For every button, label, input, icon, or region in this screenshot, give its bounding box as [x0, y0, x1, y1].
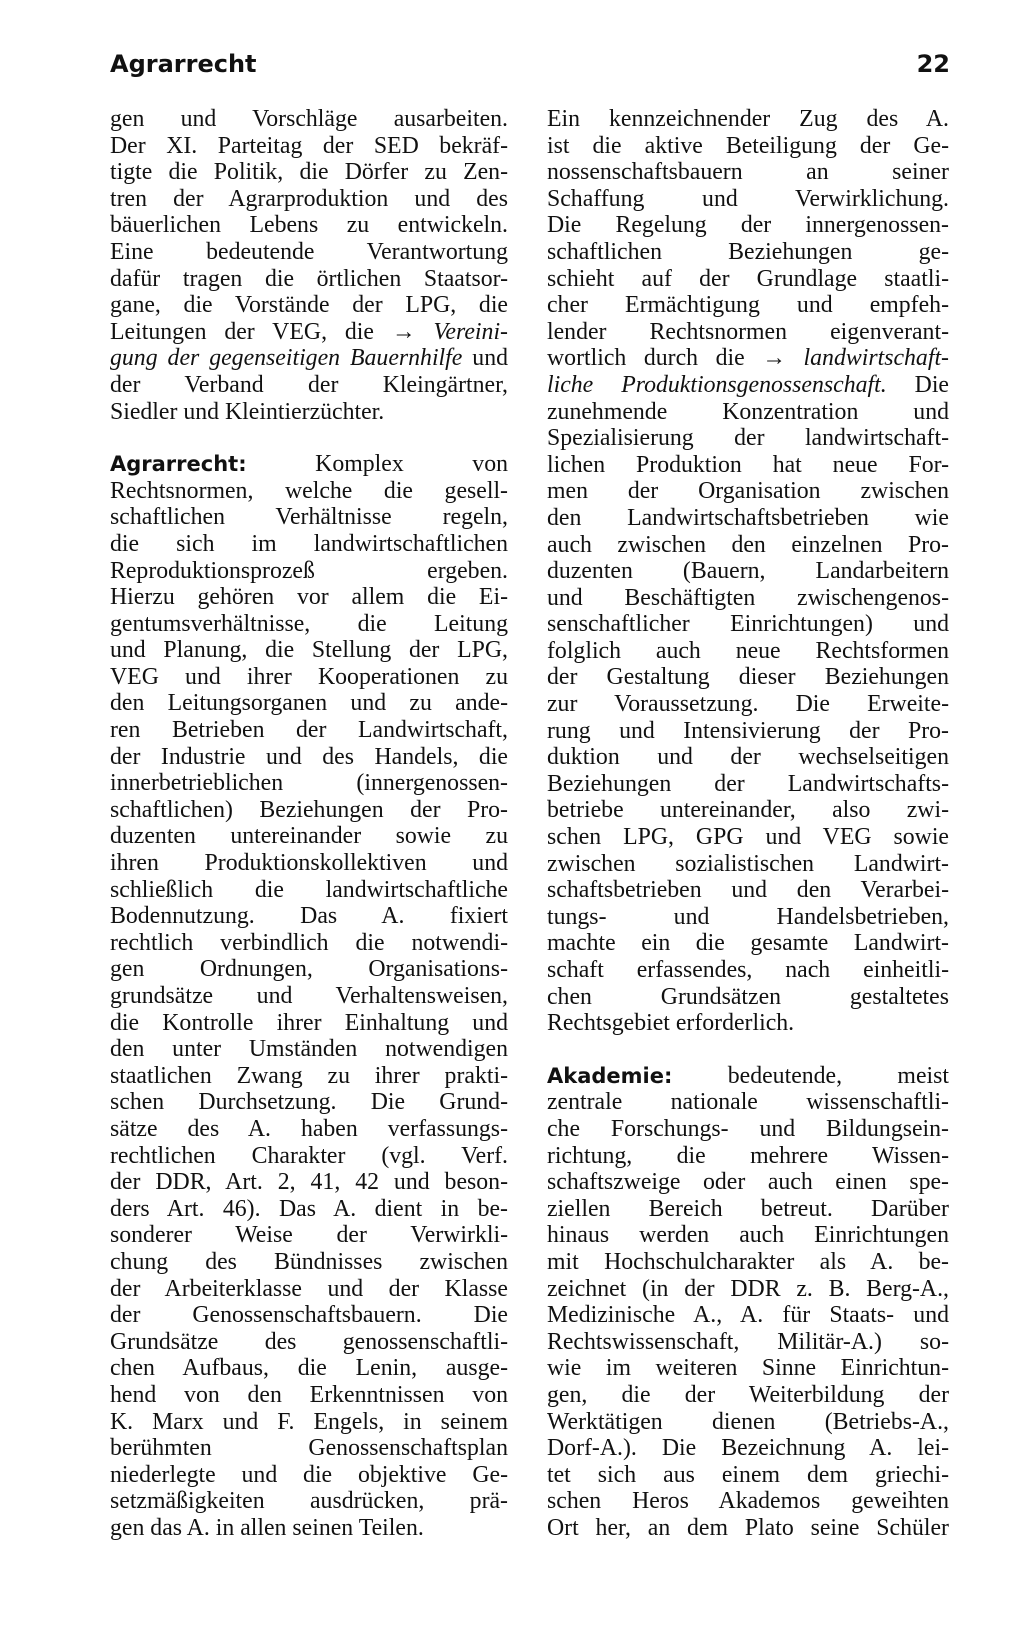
text-line: schen Heros Akademos geweihten	[547, 1488, 949, 1515]
text-line: rechtlichen Charakter (vgl. Verf.	[110, 1142, 508, 1169]
text-segment: Leitungen der VEG, die	[110, 318, 374, 345]
text-line	[547, 345, 949, 372]
text-line: tren der Agrarproduktion und des	[110, 185, 508, 212]
text-line: der Genossenschaftsbauern. Die	[110, 1302, 508, 1329]
text-line: Reproduktionsprozeß ergeben.	[110, 557, 508, 584]
text-line: schaftsbetrieben und den Verarbei-	[547, 877, 949, 904]
running-head-title: Agrarrecht	[110, 50, 257, 78]
text-line: ren Betrieben der Landwirtschaft,	[110, 717, 508, 744]
text-line	[547, 372, 949, 399]
text-line: wie im weiteren Sinne Einrichtun-	[547, 1355, 949, 1382]
text-line: grundsätze und Verhaltensweisen,	[110, 983, 508, 1009]
text-segment: wortlich durch die	[547, 345, 745, 372]
text-line: der DDR, Art. 2, 41, 42 und beson-	[110, 1169, 508, 1196]
text-line: Grundsätze des genossenschaftli-	[110, 1328, 508, 1355]
text-line: gen, die der Weiterbildung der	[547, 1381, 949, 1408]
text-line: nossenschaftsbauern an seiner	[547, 159, 949, 186]
text-line: rechtlich verbindlich die notwendi-	[110, 929, 508, 956]
text-line: Der XI. Parteitag der SED bekräf-	[110, 132, 508, 159]
text-line: tigte die Politik, die Dörfer zu Zen-	[110, 159, 508, 186]
text-line: niederlegte und die objektive Ge-	[110, 1461, 508, 1488]
text-line: auch zwischen den einzelnen Pro-	[547, 531, 949, 558]
text-line: schaftlichen Beziehungen ge-	[547, 238, 949, 265]
text-line: chen Aufbaus, die Lenin, ausge-	[110, 1355, 508, 1382]
text-line: Bodennutzung. Das A. fixiert	[110, 903, 508, 930]
text-line	[110, 345, 508, 372]
text-line: den Landwirtschaftsbetrieben wie	[547, 504, 949, 531]
text-line: gen und Vorschläge ausarbeiten.	[110, 106, 508, 132]
text-line: chen Grundsätzen gestaltetes	[547, 983, 949, 1010]
text-line: men der Organisation zwischen	[547, 478, 949, 505]
entry-agrarrecht	[110, 451, 508, 1541]
text-line: Siedler und Kleintierzüchter.	[110, 398, 385, 425]
text-line: duzenten (Bauern, Landarbeitern	[547, 558, 949, 585]
text-line: lichen Produktion hat neue For-	[547, 451, 949, 478]
cross-reference-lpg[interactable]: landwirtschaft-	[803, 345, 949, 372]
text-line: schen Durchsetzung. Die Grund-	[110, 1089, 508, 1116]
text-line: Rechtsgebiet erforderlich.	[547, 1010, 795, 1037]
text-line: sonderer Weise der Verwirkli-	[110, 1222, 508, 1249]
page-header	[110, 50, 950, 90]
text-line: der Industrie und des Handels, die	[110, 743, 508, 770]
text-line: Rechtsnormen, welche die gesell-	[110, 477, 508, 504]
text-line: den Leitungsorganen und zu ande-	[110, 690, 508, 717]
text-line: die sich im landwirtschaftlichen	[110, 530, 508, 557]
cross-reference-vereinigung[interactable]: Vereini-	[433, 318, 508, 345]
text-line: und Beschäftigten zwischengenos-	[547, 584, 949, 611]
text-line: gentumsverhältnisse, die Leitung	[110, 610, 508, 637]
text-line: zunehmende Konzentration und	[547, 398, 949, 425]
text-line: setzmäßigkeiten ausdrücken, prä-	[110, 1488, 508, 1515]
text-line: schen LPG, GPG und VEG sowie	[547, 824, 949, 851]
entry-keyword: Agrarrecht:	[110, 452, 247, 477]
text-segment: und	[462, 345, 508, 372]
text-line: berühmten Genossenschaftsplan	[110, 1435, 508, 1462]
text-line: K. Marx und F. Engels, in seinem	[110, 1408, 508, 1435]
text-line: innerbetrieblichen (innergenossen-	[110, 770, 508, 797]
text-line: bäuerlichen Lebens zu entwickeln.	[110, 212, 508, 239]
text-line: zwischen sozialistischen Landwirt-	[547, 850, 949, 877]
text-line: schließlich die landwirtschaftliche	[110, 876, 508, 903]
text-line: Werktätigen dienen (Betriebs-A.,	[547, 1408, 949, 1435]
text-line: ziellen Bereich betreut. Darüber	[547, 1195, 949, 1222]
text-line: Spezialisierung der landwirtschaft-	[547, 425, 949, 452]
text-line: Dorf-A.). Die Bezeichnung A. lei-	[547, 1435, 949, 1462]
text-line: ders Art. 46). Das A. dient in be-	[110, 1195, 508, 1222]
text-line: und Planung, die Stellung der LPG,	[110, 637, 508, 664]
text-line: gane, die Vorstände der LPG, die	[110, 292, 508, 319]
text-segment: Komplex von	[246, 451, 508, 478]
text-line: ist die aktive Beteiligung der Ge-	[547, 132, 949, 159]
text-line: rung und Intensivierung der Pro-	[547, 717, 949, 744]
text-line: der Verband der Kleingärtner,	[110, 371, 508, 398]
text-line: che Forschungs- und Bildungsein-	[547, 1115, 949, 1142]
text-segment: bedeutende, meist	[672, 1062, 949, 1089]
text-line: Hierzu gehören vor allem die Ei-	[110, 584, 508, 611]
text-line: mit Hochschulcharakter als A. be-	[547, 1248, 949, 1275]
text-line: duzenten untereinander sowie zu	[110, 823, 508, 850]
continuation-paragraph-right	[547, 106, 949, 1037]
text-line	[110, 319, 508, 346]
text-line: schieht auf der Grundlage staatli-	[547, 265, 949, 292]
entry-akademie	[547, 1063, 949, 1542]
text-line: Eine bedeutende Verantwortung	[110, 238, 508, 265]
text-line: folglich auch neue Rechtsformen	[547, 637, 949, 664]
page-number: 22	[916, 50, 950, 78]
text-line: Ort her, an dem Plato seine Schüler	[547, 1514, 949, 1541]
text-segment: Die	[886, 371, 949, 398]
text-line: betriebe untereinander, also zwi-	[547, 797, 949, 824]
entry-first-line	[110, 451, 508, 478]
text-line: schaftszweige oder auch einen spe-	[547, 1169, 949, 1196]
text-line: Medizinische A., A. für Staats- und	[547, 1302, 949, 1329]
text-line: der Gestaltung dieser Beziehungen	[547, 664, 949, 691]
text-line: VEG und ihrer Kooperationen zu	[110, 663, 508, 690]
text-line: schaft erfassendes, nach einheitli-	[547, 957, 949, 983]
cross-reference-lpg-cont[interactable]: liche Produktionsgenossenschaft.	[547, 371, 887, 398]
text-line: Beziehungen der Landwirtschafts-	[547, 770, 949, 797]
text-line: die Kontrolle ihrer Einhaltung und	[110, 1009, 508, 1036]
text-line: Schaffung und Verwirklichung.	[547, 185, 949, 212]
cross-reference-vereinigung-cont[interactable]: gung der gegenseitigen Bauernhilfe	[110, 345, 463, 372]
text-line: gen das A. in allen seinen Teilen.	[110, 1514, 424, 1541]
cross-reference-arrow: →	[391, 318, 416, 345]
text-line: cher Ermächtigung und empfeh-	[547, 292, 949, 319]
cross-reference-arrow: →	[762, 345, 786, 372]
entry-keyword: Akademie:	[547, 1063, 673, 1088]
text-line: zur Voraussetzung. Die Erweite-	[547, 691, 949, 718]
entry-first-line	[547, 1063, 949, 1090]
text-line: Rechtswissenschaft, Militär-A.) so-	[547, 1328, 949, 1355]
text-line: tungs- und Handelsbetrieben,	[547, 903, 949, 930]
text-line: tet sich aus einem dem griechi-	[547, 1461, 949, 1488]
text-line: Die Regelung der innergenossen-	[547, 212, 949, 239]
text-line: chung des Bündnisses zwischen	[110, 1248, 508, 1275]
text-line: hinaus werden auch Einrichtungen	[547, 1222, 949, 1249]
text-line: lender Rechtsnormen eigenverant-	[547, 318, 949, 345]
text-line: senschaftlicher Einrichtungen) und	[547, 611, 949, 638]
continuation-paragraph	[110, 106, 508, 425]
text-line: richtung, die mehrere Wissen-	[547, 1142, 949, 1169]
text-line: schaftlichen Verhältnisse regeln,	[110, 504, 508, 531]
text-line: duktion und der wechselseitigen	[547, 744, 949, 771]
text-line: zentrale nationale wissenschaftli-	[547, 1089, 949, 1116]
text-line: hend von den Erkenntnissen von	[110, 1381, 508, 1408]
text-line: zeichnet (in der DDR z. B. Berg-A.,	[547, 1275, 949, 1302]
text-line: sätze des A. haben verfassungs-	[110, 1115, 508, 1142]
text-line: den unter Umständen notwendigen	[110, 1036, 508, 1063]
left-column	[110, 106, 508, 1541]
text-line: dafür tragen die örtlichen Staatsor-	[110, 265, 508, 292]
text-line: machte ein die gesamte Landwirt-	[547, 930, 949, 957]
text-line: staatlichen Zwang zu ihrer prakti-	[110, 1062, 508, 1089]
text-line: gen Ordnungen, Organisations-	[110, 956, 508, 983]
text-line: ihren Produktionskollektiven und	[110, 850, 508, 877]
text-line: der Arbeiterklasse und der Klasse	[110, 1275, 508, 1302]
text-line: schaftlichen) Beziehungen der Pro-	[110, 796, 508, 823]
right-column	[547, 106, 949, 1541]
text-line: Ein kennzeichnender Zug des A.	[547, 106, 949, 132]
